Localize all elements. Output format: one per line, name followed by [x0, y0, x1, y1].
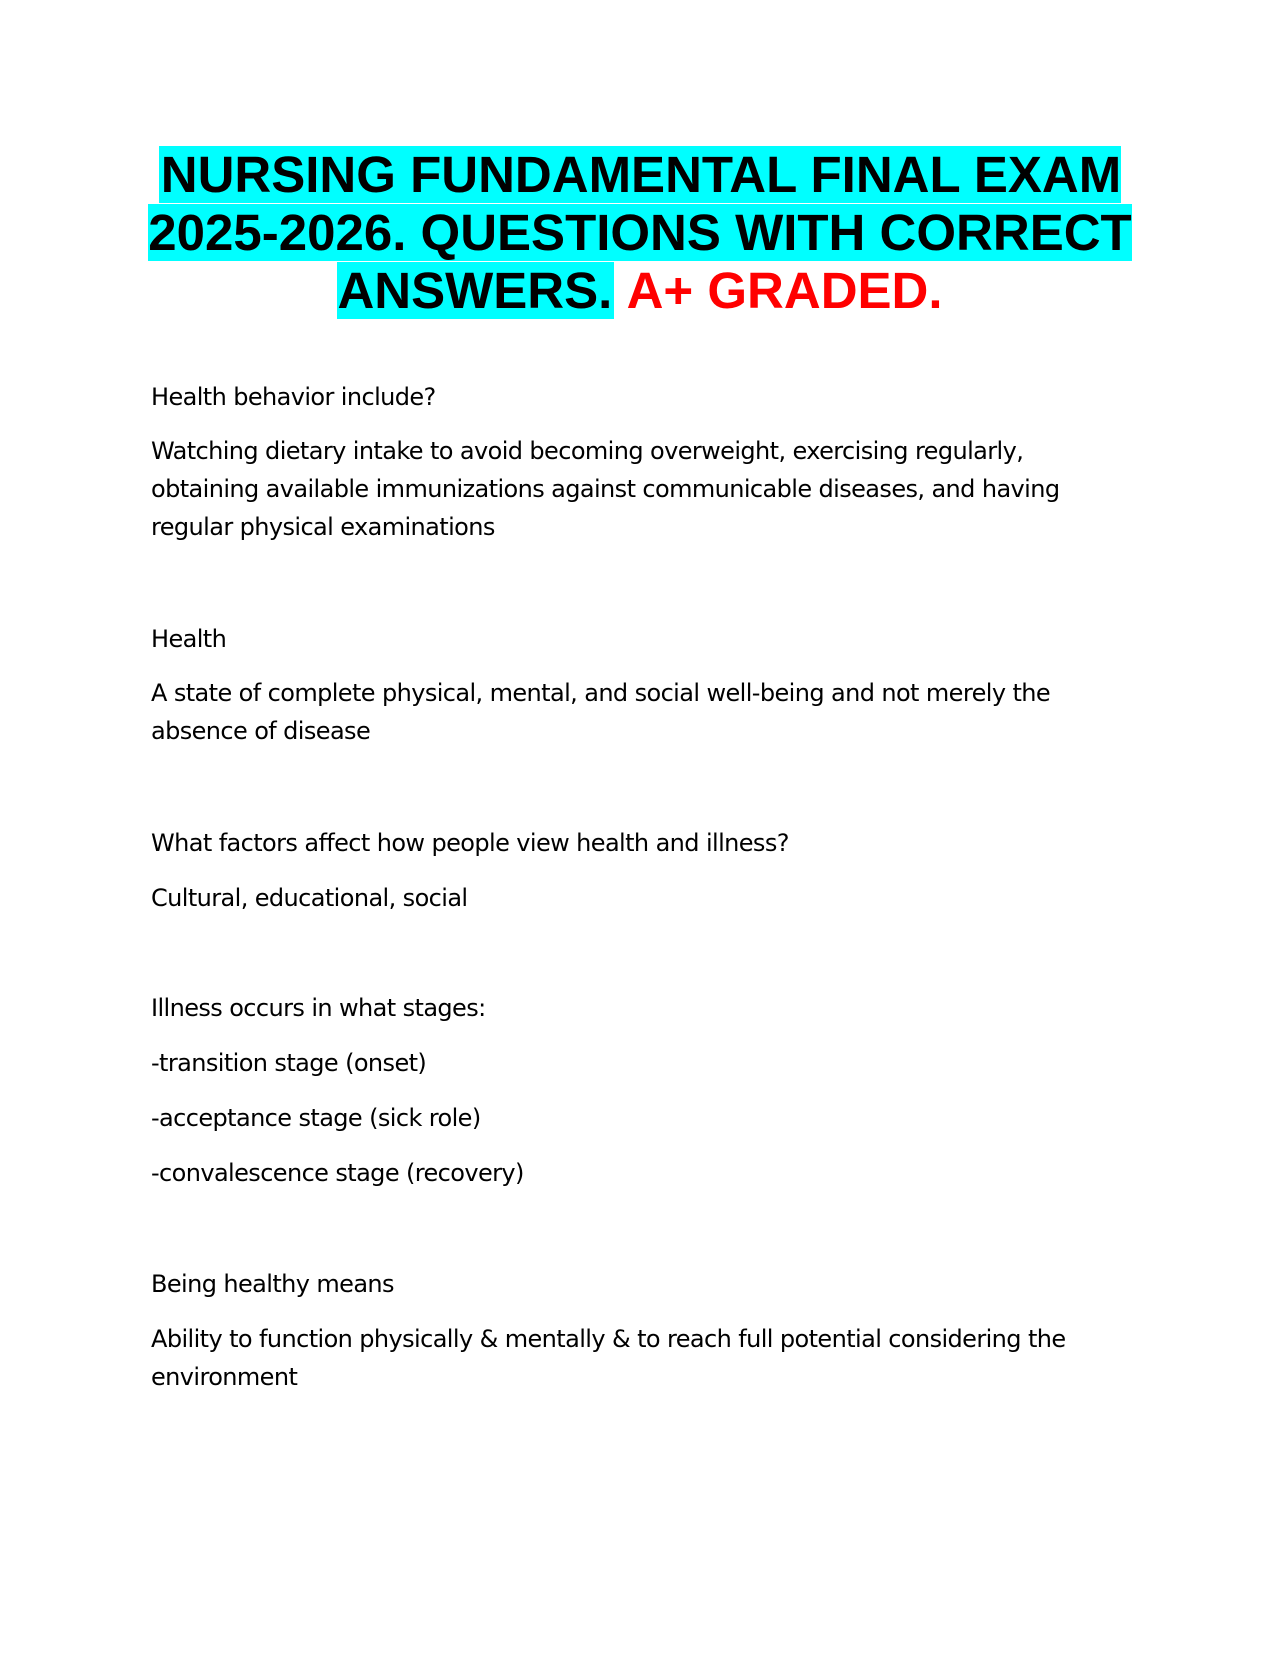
answer-line: obtaining available immunizations against communicable diseases, and having — [151, 475, 1060, 503]
question-factors: What factors affect how people view health and illness? — [151, 829, 789, 857]
question-illness-stages: Illness occurs in what stages: — [151, 994, 486, 1022]
question-being-healthy: Being healthy means — [151, 1270, 394, 1298]
answer-line: regular physical examinations — [151, 513, 495, 541]
answer-line: Watching dietary intake to avoid becoming overweight, exercising regularly, — [151, 437, 1024, 465]
title-highlighted-text: NURSING FUNDAMENTAL FINAL EXAM 2025-2026. QUESTIONS WITH CORRECT ANSWERS. — [148, 146, 1132, 319]
title-grade-text: A+ GRADED. — [626, 262, 943, 319]
question-health: Health — [151, 625, 227, 653]
answer-line: Cultural, educational, social — [151, 884, 468, 912]
answer-line: -acceptance stage (sick role) — [151, 1104, 481, 1132]
question-health-behavior: Health behavior include? — [151, 383, 436, 411]
answer-line: -transition stage (onset) — [151, 1049, 427, 1077]
document-title — [120, 146, 1160, 320]
answer-line: Ability to function physically & mentally & to reach full potential considering the — [151, 1325, 1066, 1353]
answer-line: -convalescence stage (recovery) — [151, 1159, 524, 1187]
answer-line: A state of complete physical, mental, and social well-being and not merely the — [151, 679, 1051, 707]
answer-line: absence of disease — [151, 717, 371, 745]
answer-line: environment — [151, 1363, 298, 1391]
